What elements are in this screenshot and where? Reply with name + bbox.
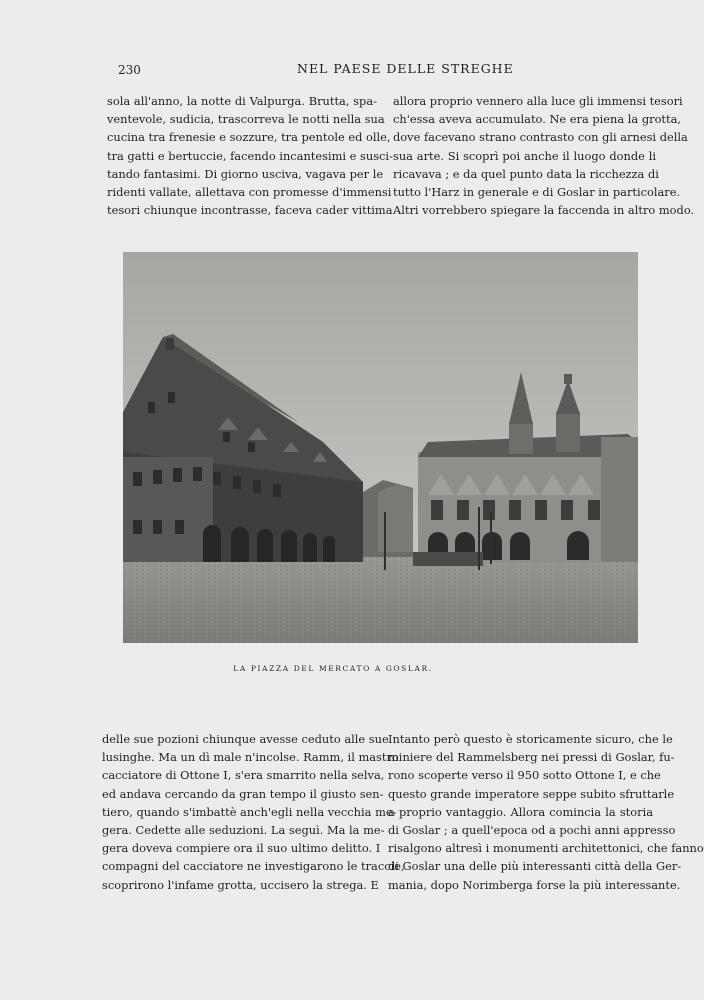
text-line: a proprio vantaggio. Allora comincia la storia (388, 804, 653, 819)
text-column-bottom-left (102, 730, 405, 894)
text-line: allora proprio vennero alla luce gli immensi tesori (393, 94, 683, 108)
text-line: sola all'anno, la notte di Valpurga. Brutta, spa- (107, 94, 377, 108)
figure-caption: LA PIAZZA DEL MERCATO A GOSLAR. (233, 664, 433, 673)
text-line: questo grande imperatore seppe subito sfruttarle (388, 786, 675, 801)
text-line: Altri vorrebbero spiegare la faccenda in altro modo. (393, 203, 695, 218)
text-line: cacciatore di Ottone I, s'era smarrito nella selva, (102, 768, 385, 783)
text-column-top-right (393, 92, 695, 219)
text-line: tra gatti e bertuccie, facendo incantesimi e susci- (107, 148, 393, 163)
text-line: di Goslar una delle più interessanti città della Ger- (388, 859, 682, 874)
page-number: 230 (118, 63, 141, 77)
text-line: tiero, quando s'imbattè anch'egli nella vecchia me- (102, 804, 397, 819)
text-line: tutto l'Harz in generale e di Goslar in particolare. (393, 185, 681, 200)
text-line: compagni del cacciatore ne investigarono le traccie, (102, 859, 405, 874)
text-line: gera doveva compiere ora il suo ultimo delitto. I (102, 841, 381, 856)
text-line: di Goslar ; a quell'epoca od a pochi anni appresso (388, 823, 676, 838)
text-line: tando fantasimi. Di giorno usciva, vagava per le (107, 166, 384, 181)
text-line: mania, dopo Norimberga forse la più interessante. (388, 877, 681, 892)
text-line: ridenti vallate, allettava con promesse d'immensi (107, 185, 392, 200)
text-line: tesori chiunque incontrasse, faceva cader vittima (107, 203, 393, 218)
text-line: scoprirono l'infame grotta, uccisero la strega. E (102, 877, 379, 892)
text-line: gera. Cedette alle seduzioni. La seguì. Ma la me- (102, 823, 385, 838)
running-title: NEL PAESE DELLE STREGHE (297, 61, 514, 76)
text-line: cucina tra frenesie e sozzure, tra pentole ed olle, (107, 130, 391, 145)
text-line: delle sue pozioni chiunque avesse ceduto alle sue (102, 732, 389, 746)
market-square-photo (123, 252, 638, 643)
text-line: sua arte. Si scoprì poi anche il luogo donde li (393, 148, 656, 163)
text-column-top-left (107, 92, 393, 219)
text-line: rono scoperte verso il 950 sotto Ottone I, e che (388, 768, 661, 783)
text-line: risalgono altresì i monumenti architettonici, che fanno (388, 841, 704, 856)
text-line: ed andava cercando da gran tempo il giusto sen- (102, 786, 384, 801)
text-line: dove facevano strano contrasto con gli arnesi della (393, 130, 688, 145)
text-line: lusinghe. Ma un dì male n'incolse. Ramm, il mastro (102, 750, 399, 765)
text-column-bottom-right (388, 730, 704, 894)
text-line: ventevole, sudicia, trascorreva le notti nella sua (107, 112, 385, 127)
text-line: miniere del Rammelsberg nei pressi di Goslar, fu- (388, 750, 675, 765)
text-line: ch'essa aveva accumulato. Ne era piena la grotta, (393, 112, 682, 127)
text-line: Intanto però questo è storicamente sicuro, che le (388, 732, 673, 746)
text-line: ricavava ; e da quel punto data la ricchezza di (393, 166, 659, 181)
